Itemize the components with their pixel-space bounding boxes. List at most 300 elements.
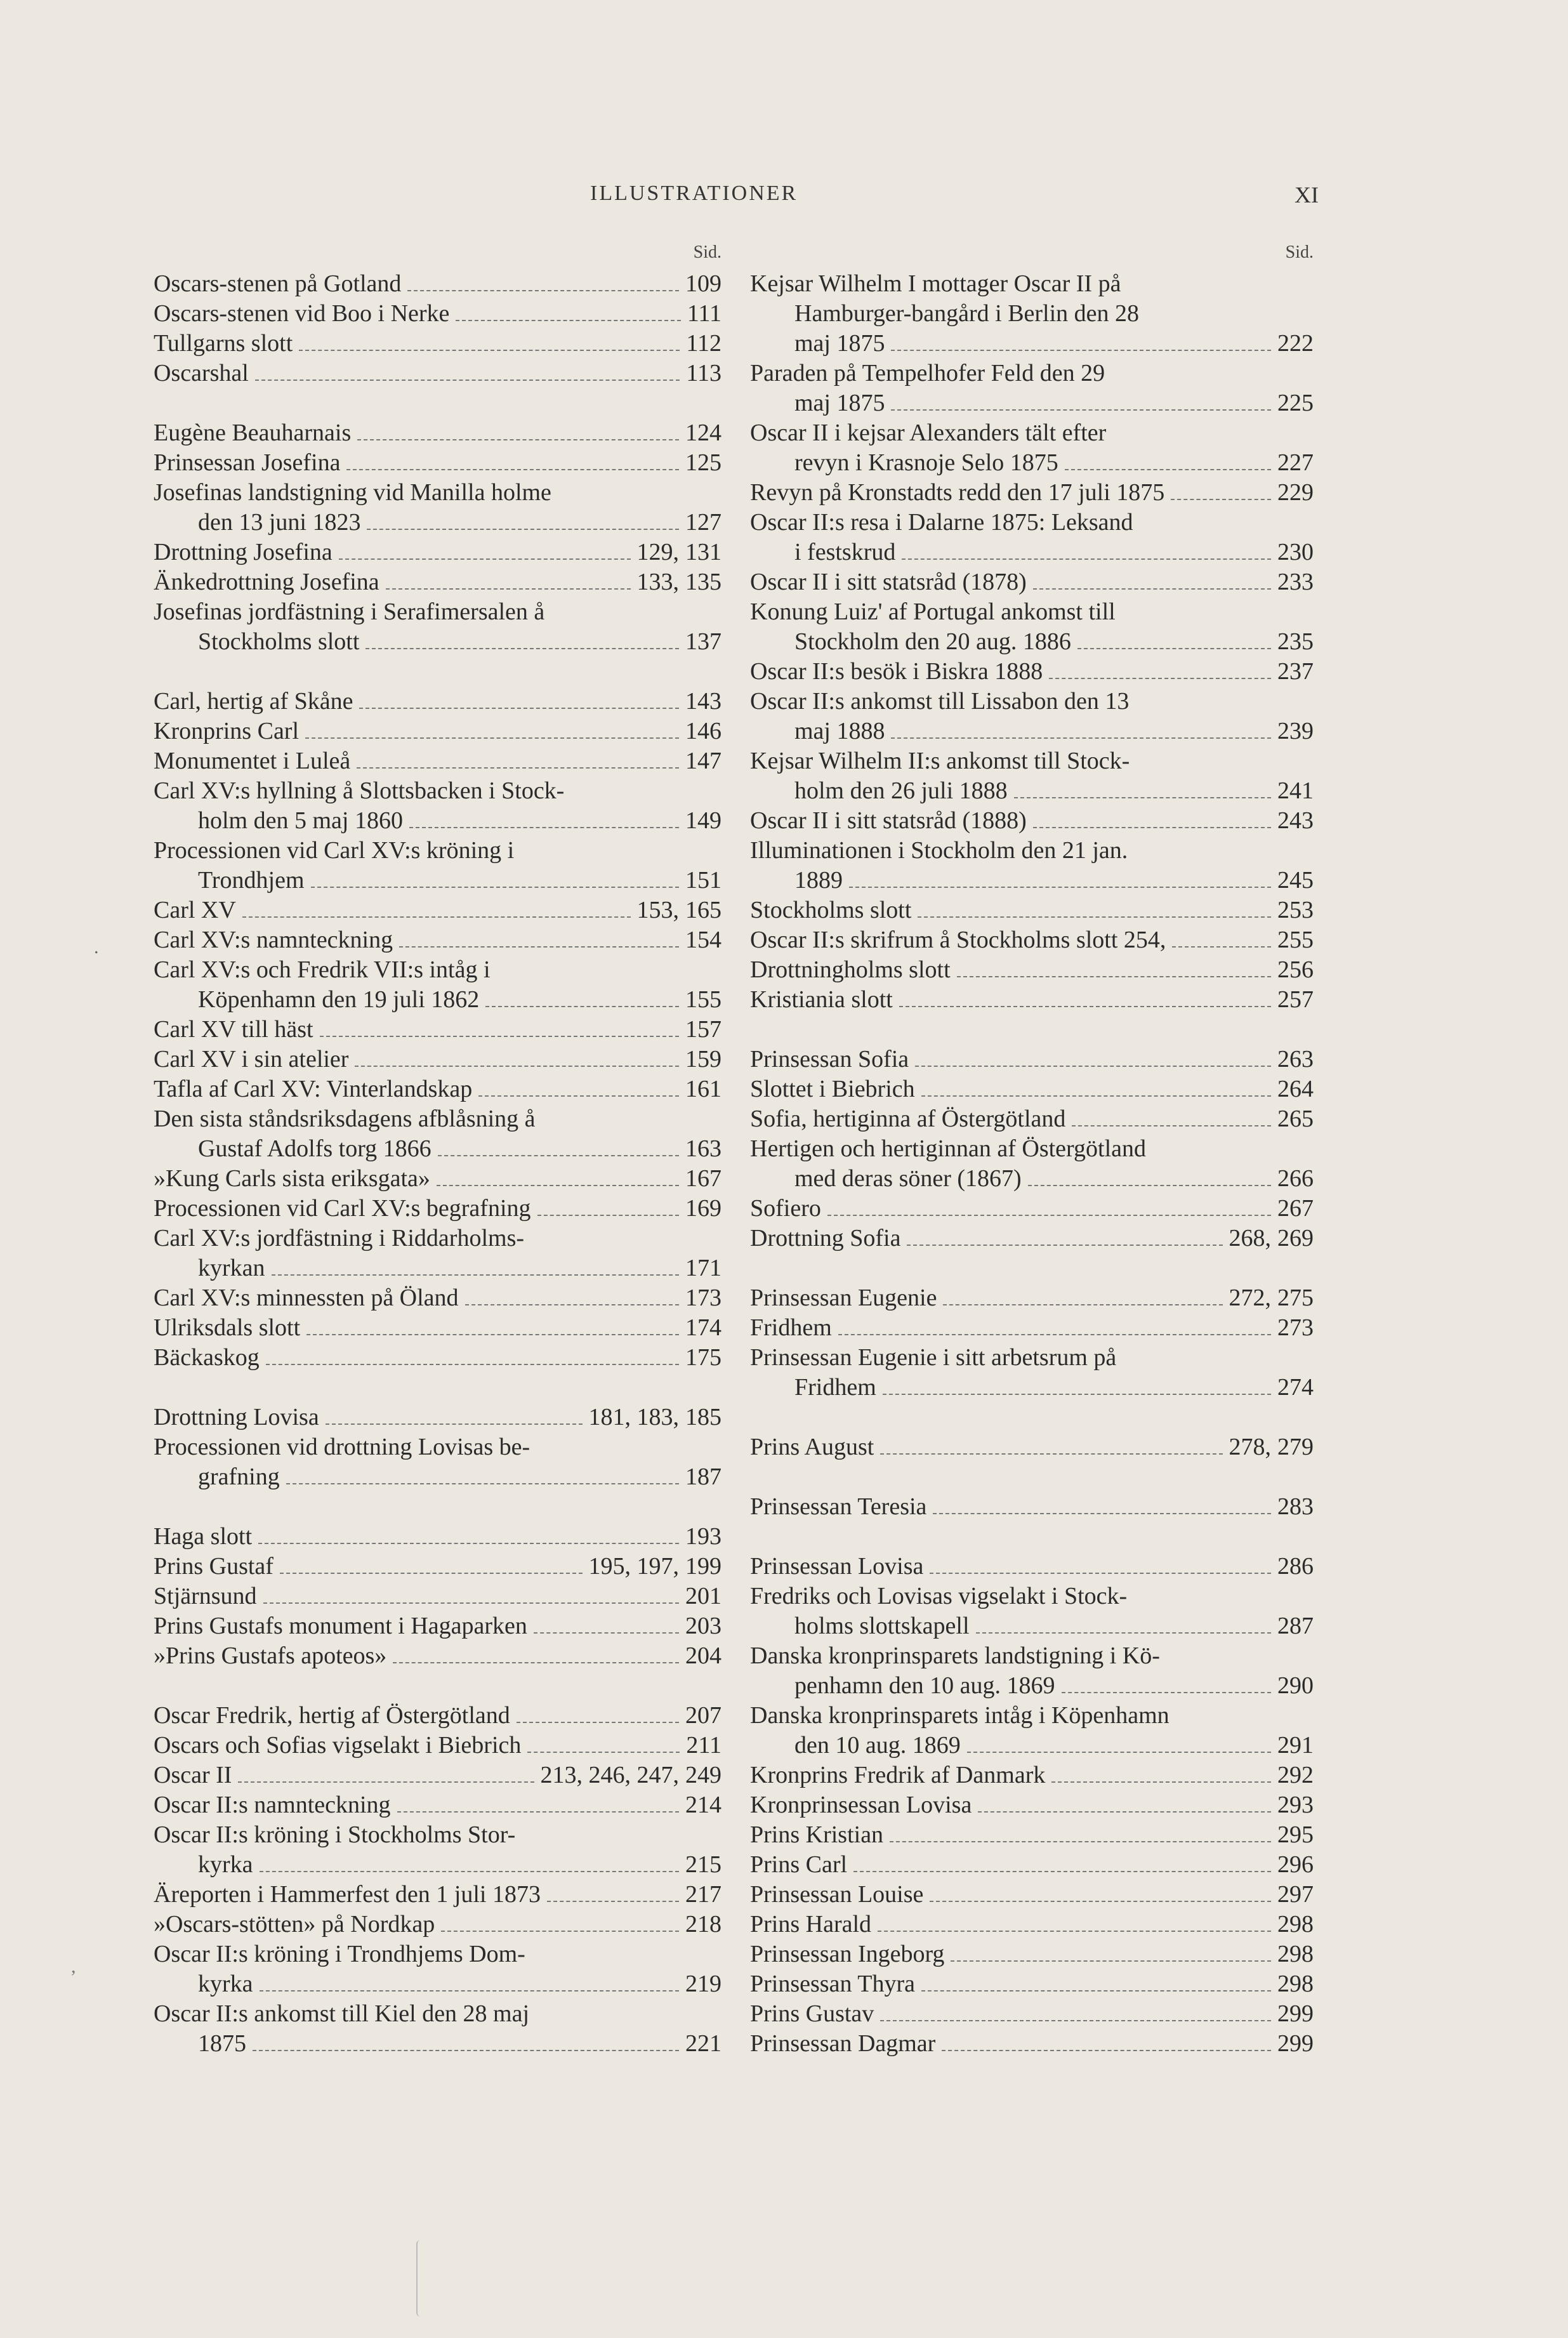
index-entry [750, 895, 1314, 925]
page-ref: 292 [1277, 1762, 1314, 1788]
entry-line [750, 1552, 1314, 1582]
page-ref: 239 [1277, 718, 1314, 744]
page-ref: 137 [685, 628, 721, 655]
entry-title-line: Oscar II:s resa i Dalarne 1875: Leksand [750, 509, 1133, 536]
entry-title: Prinsessan Sofia [750, 1046, 909, 1073]
page-ref: 295 [1277, 1821, 1314, 1848]
index-entry [154, 567, 721, 597]
index-entry [154, 597, 721, 657]
index-entry [154, 1790, 721, 1820]
entry-line [154, 895, 721, 925]
running-title: ILLUSTRATIONER [590, 182, 798, 205]
right-column [750, 236, 1314, 2059]
dot-leader [899, 1006, 1271, 1007]
dot-leader [355, 1066, 679, 1067]
entry-title-line: Carl XV:s jordfästning i Riddarholms- [154, 1225, 525, 1252]
entry-title: Prins Carl [750, 1851, 848, 1878]
dot-leader [853, 1871, 1271, 1872]
index-entry [154, 1015, 721, 1045]
index-entry [750, 1910, 1314, 1939]
index-entry [750, 1701, 1314, 1760]
page-ref: 241 [1277, 777, 1314, 804]
index-entry [750, 687, 1314, 746]
page-ref: 147 [685, 748, 721, 774]
extra-pages: 278, [1229, 1434, 1271, 1460]
entry-title: Sofia, hertiginna af Östergötland [750, 1106, 1066, 1132]
entry-title-line: Oscar II i kejsar Alexanders tält efter [750, 419, 1107, 446]
extra-pages: 195, 197, [588, 1553, 679, 1580]
page-ref: 227 [1277, 449, 1314, 476]
entry-line [154, 1910, 721, 1939]
index-entry [154, 1283, 721, 1313]
page-ref: 263 [1277, 1046, 1314, 1073]
entry-title: Carl XV:s minnessten på Öland [154, 1285, 459, 1311]
entry-continuation: kyrka [198, 1971, 253, 1997]
entry-title: Drottningholms slott [750, 956, 951, 983]
index-entry [750, 418, 1314, 478]
page-ref: 163 [685, 1135, 721, 1162]
dot-leader [266, 1364, 679, 1365]
page-ref: 221 [685, 2030, 721, 2057]
entry-last-line [750, 776, 1314, 806]
entry-title: Processionen vid Carl XV:s begrafning [154, 1195, 531, 1222]
entry-title: Äreporten i Hammerfest den 1 juli 1873 [154, 1881, 541, 1908]
entry-last-line [750, 538, 1314, 567]
index-entry [154, 1999, 721, 2059]
index-entry [750, 925, 1314, 955]
index-entry [154, 955, 721, 1015]
index-entry [750, 836, 1314, 895]
entry-title-line: Josefinas landstigning vid Manilla holme [154, 479, 551, 506]
entry-line [154, 1701, 721, 1731]
page-ref: 174 [685, 1314, 721, 1341]
dot-leader [883, 1394, 1271, 1395]
entry-title-line: Carl XV:s och Fredrik VII:s intåg i [154, 956, 491, 983]
dot-leader [878, 1931, 1271, 1932]
index-entry [750, 1432, 1314, 1462]
entry-line [154, 687, 721, 717]
entry-last-line [750, 329, 1314, 359]
entry-title: Carl XV i sin atelier [154, 1046, 349, 1073]
index-entry [154, 717, 721, 746]
page-ref: 135 [685, 569, 721, 595]
index-entry [154, 1731, 721, 1760]
dot-leader [957, 976, 1271, 977]
page-ref: 245 [1277, 867, 1314, 894]
index-entry [750, 1880, 1314, 1910]
entry-continuation: penhamn den 10 aug. 1869 [794, 1672, 1055, 1699]
index-entry [154, 299, 721, 329]
index-entry [750, 1641, 1314, 1701]
section-gap [154, 1671, 721, 1701]
entry-line [154, 1790, 721, 1820]
section-gap [750, 1403, 1314, 1432]
index-entry [154, 1313, 721, 1343]
entry-last-line [154, 1462, 721, 1492]
entry-line [154, 269, 721, 299]
entry-continuation: kyrka [198, 1851, 253, 1878]
page-ref: 286 [1277, 1553, 1314, 1580]
page-ref: 283 [1277, 1493, 1314, 1520]
entry-line [154, 1015, 721, 1045]
margin-mark: . [94, 937, 99, 958]
entry-continuation: Trondhjem [198, 867, 305, 894]
page-ref: 222 [1277, 330, 1314, 357]
dot-leader [1065, 469, 1271, 470]
entry-title: Tafla af Carl XV: Vinterlandskap [154, 1076, 473, 1102]
dot-leader [921, 1990, 1271, 1991]
dot-leader [393, 1662, 679, 1663]
page-ref: 187 [685, 1463, 721, 1490]
index-entry [750, 806, 1314, 836]
dot-leader [1172, 946, 1271, 948]
index-entry [750, 2029, 1314, 2059]
entry-line [154, 1313, 721, 1343]
dot-leader [397, 1811, 679, 1813]
dot-leader [933, 1513, 1271, 1514]
entry-continuation-line: Hamburger-bangård i Berlin den 28 [794, 300, 1140, 327]
entry-title: Carl XV:s namnteckning [154, 927, 393, 953]
extra-pages: 153, [636, 897, 679, 923]
page-ref: 214 [685, 1792, 721, 1818]
entry-title: Prins Gustaf [154, 1553, 273, 1580]
entry-continuation: maj 1875 [794, 390, 885, 416]
entry-title-line: Konung Luiz' af Portugal ankomst till [750, 598, 1116, 625]
page-ref: 287 [1277, 1613, 1314, 1639]
index-entry [154, 1194, 721, 1224]
page-ref: 124 [685, 419, 721, 446]
index-entry [154, 1224, 721, 1283]
dot-leader [942, 2050, 1271, 2051]
dot-leader [534, 1632, 679, 1634]
entry-last-line [154, 1850, 721, 1880]
entry-title: Prinsessan Josefina [154, 449, 341, 476]
entry-title: Drottning Lovisa [154, 1404, 319, 1430]
page-ref: 215 [685, 1851, 721, 1878]
page-ref: 171 [685, 1255, 721, 1281]
dot-leader [263, 1602, 679, 1604]
index-entry [154, 1641, 721, 1671]
entry-title: Prinsessan Dagmar [750, 2030, 936, 2057]
entry-title-line: Oscar II:s kröning i Trondhjems Dom- [154, 1941, 525, 1967]
entry-line [750, 1850, 1314, 1880]
entry-last-line [154, 806, 721, 836]
index-entry [154, 776, 721, 836]
entry-title: Kronprinsessan Lovisa [750, 1792, 972, 1818]
entry-title-line: Josefinas jordfästning i Serafimersalen å [154, 598, 545, 625]
entry-last-line [750, 866, 1314, 895]
entry-continuation: kyrkan [198, 1255, 265, 1281]
dot-leader [478, 1095, 679, 1097]
page-ref: 193 [685, 1523, 721, 1550]
page-ref: 204 [685, 1642, 721, 1669]
entry-title: Prins Kristian [750, 1821, 884, 1848]
entry-line [750, 1313, 1314, 1343]
dot-leader [465, 1304, 679, 1305]
entry-line [154, 418, 721, 448]
index-entry [154, 1403, 721, 1432]
page-ref: 269 [1277, 1225, 1314, 1252]
entry-line [154, 329, 721, 359]
page-ref: 173 [685, 1285, 721, 1311]
section-gap [750, 1462, 1314, 1492]
entry-title: Oscars-stenen vid Boo i Nerke [154, 300, 450, 327]
entry-title: Prinsessan Eugenie [750, 1285, 937, 1311]
entry-title: Ulriksdals slott [154, 1314, 301, 1341]
paper-fold [416, 2240, 425, 2316]
entry-title-line: Kejsar Wilhelm I mottager Oscar II på [750, 270, 1121, 297]
dot-leader [891, 409, 1271, 411]
dot-leader [1051, 1781, 1271, 1783]
index-entry [750, 1760, 1314, 1790]
page-ref: 149 [685, 807, 721, 834]
entry-line [154, 1611, 721, 1641]
entry-line [154, 925, 721, 955]
index-entry [154, 1104, 721, 1164]
entry-line [154, 1343, 721, 1373]
dot-leader [260, 1990, 679, 1991]
index-entry [154, 269, 721, 299]
sid-heading: Sid. [1285, 242, 1314, 262]
dot-leader [978, 1811, 1271, 1813]
entry-title-line: Oscar II:s ankomst till Kiel den 28 maj [154, 2000, 530, 2027]
entry-last-line [154, 1253, 721, 1283]
dot-leader [253, 2050, 679, 2051]
dot-leader [880, 1453, 1222, 1455]
entry-continuation: Fridhem [794, 1374, 876, 1401]
entry-line [750, 1224, 1314, 1253]
dot-leader [359, 708, 679, 709]
entry-title-line: Processionen vid drottning Lovisas be- [154, 1434, 530, 1460]
page-ref: 275 [1277, 1285, 1314, 1311]
index-entry [154, 1045, 721, 1074]
index-entry [154, 1880, 721, 1910]
entry-line [750, 806, 1314, 836]
page-ref: 296 [1277, 1851, 1314, 1878]
dot-leader [407, 290, 679, 291]
entry-line [154, 1880, 721, 1910]
entry-title-line: Kejsar Wilhelm II:s ankomst till Stock- [750, 748, 1130, 774]
entry-line [750, 1910, 1314, 1939]
entry-title: Carl XV [154, 897, 236, 923]
dot-leader [386, 588, 631, 590]
entry-line [154, 1164, 721, 1194]
index-entry [750, 1820, 1314, 1850]
index-entry [154, 687, 721, 717]
entry-line [154, 1731, 721, 1760]
index-entry [750, 955, 1314, 985]
entry-last-line [750, 627, 1314, 657]
dot-leader [1062, 1692, 1271, 1693]
dot-leader [306, 1334, 679, 1335]
entry-last-line [154, 2029, 721, 2059]
index-entry [154, 1552, 721, 1582]
entry-title-line: Carl XV:s hyllning å Slottsbacken i Stock- [154, 777, 565, 804]
entry-title: »Prins Gustafs apoteos» [154, 1642, 387, 1669]
dot-leader [1033, 827, 1271, 828]
entry-line [750, 1194, 1314, 1224]
dot-leader [242, 916, 631, 918]
index-entry [154, 1910, 721, 1939]
dot-leader [880, 2020, 1271, 2021]
left-column [154, 236, 721, 2059]
entry-continuation: revyn i Krasnoje Selo 1875 [794, 449, 1058, 476]
page-ref: 243 [1277, 807, 1314, 834]
dot-leader [260, 1871, 679, 1872]
index-entry [750, 1939, 1314, 1969]
index-entry [750, 985, 1314, 1015]
entry-line [154, 1194, 721, 1224]
dot-leader [547, 1901, 679, 1902]
page-ref: 127 [685, 509, 721, 536]
page-ref: 199 [685, 1553, 721, 1580]
page-ref: 161 [685, 1076, 721, 1102]
dot-leader [943, 1304, 1222, 1305]
index-entry [750, 1224, 1314, 1253]
entry-title: Prinsessan Ingeborg [750, 1941, 945, 1967]
dot-leader [527, 1752, 680, 1753]
page-ref: 151 [685, 867, 721, 894]
index-entry [750, 1194, 1314, 1224]
entry-line [750, 1104, 1314, 1134]
page-ref: 201 [685, 1583, 721, 1609]
dot-leader [537, 1215, 679, 1216]
dot-leader [311, 887, 679, 888]
dot-leader [976, 1632, 1272, 1634]
extra-pages: 268, [1229, 1225, 1271, 1252]
entry-title: Oscar II [154, 1762, 232, 1788]
dot-leader [255, 380, 680, 381]
extra-pages: 272, [1229, 1285, 1271, 1311]
index-entry [750, 1045, 1314, 1074]
page-ref: 265 [1277, 1106, 1314, 1132]
index-entry [750, 1552, 1314, 1582]
dot-leader [438, 1155, 679, 1156]
index-entry [154, 1522, 721, 1552]
entry-continuation: maj 1888 [794, 718, 885, 744]
dot-leader [1171, 499, 1271, 500]
page-ref: 112 [686, 330, 721, 357]
entry-line [750, 478, 1314, 508]
index-entry [750, 1582, 1314, 1641]
dot-leader [930, 1901, 1271, 1902]
index-entry [750, 1074, 1314, 1104]
entry-title: Prins August [750, 1434, 874, 1460]
page-ref: 165 [685, 897, 721, 923]
entry-title: Kronprins Carl [154, 718, 300, 744]
index-entry [154, 1432, 721, 1492]
page-ref: 257 [1277, 986, 1314, 1013]
dot-leader [238, 1781, 534, 1783]
dot-leader [258, 1543, 679, 1544]
entry-title-line: Danska kronprinsparets intåg i Köpenhamn [750, 1702, 1169, 1729]
page-ref: 299 [1277, 2030, 1314, 2057]
page-ref: 125 [685, 449, 721, 476]
entry-continuation: med deras söner (1867) [794, 1165, 1022, 1192]
entry-line [750, 985, 1314, 1015]
page-ref: 237 [1277, 658, 1314, 685]
entry-last-line [750, 388, 1314, 418]
dot-leader [456, 320, 680, 321]
dot-leader [967, 1752, 1271, 1753]
index-entry [154, 478, 721, 538]
entry-line [154, 1283, 721, 1313]
entry-title: Stjärnsund [154, 1583, 257, 1609]
entry-title: Revyn på Kronstadts redd den 17 juli 1875 [750, 479, 1165, 506]
page-ref: 264 [1277, 1076, 1314, 1102]
index-entry [154, 836, 721, 895]
entry-line [750, 1045, 1314, 1074]
entry-title: Carl, hertig af Skåne [154, 688, 353, 715]
page-ref: 169 [685, 1195, 721, 1222]
entry-line [750, 1492, 1314, 1522]
index-entry [750, 1969, 1314, 1999]
index-entry [750, 1134, 1314, 1194]
dot-leader [930, 1573, 1271, 1574]
entry-title-line: Oscar II:s kröning i Stockholms Stor- [154, 1821, 516, 1848]
entry-line [154, 1045, 721, 1074]
dot-leader [399, 946, 679, 948]
entry-continuation: den 13 juni 1823 [198, 509, 361, 536]
page-ref: 298 [1277, 1911, 1314, 1938]
entry-line [750, 1760, 1314, 1790]
dot-leader [1033, 588, 1271, 590]
entry-last-line [154, 866, 721, 895]
page-ref: 154 [685, 927, 721, 953]
entry-title: Tullgarns slott [154, 330, 293, 357]
page-ref: 211 [686, 1732, 721, 1759]
entry-last-line [750, 448, 1314, 478]
dot-leader [409, 827, 679, 828]
entry-line [154, 1641, 721, 1671]
margin-mark: , [71, 1956, 76, 1977]
entry-last-line [750, 1611, 1314, 1641]
entry-title-line: Fredriks och Lovisas vigselakt i Stock- [750, 1583, 1128, 1609]
page-ref: 273 [1277, 1314, 1314, 1341]
index-entry [750, 567, 1314, 597]
index-entry [154, 329, 721, 359]
entry-title: Prinsessan Louise [750, 1881, 924, 1908]
entry-continuation: Stockholms slott [198, 628, 360, 655]
entry-line [750, 1820, 1314, 1850]
entry-title-line: Illuminationen i Stockholm den 21 jan. [750, 837, 1128, 864]
page-ref: 298 [1277, 1941, 1314, 1967]
index-entry [750, 1850, 1314, 1880]
dot-leader [437, 1185, 679, 1186]
entry-line [750, 955, 1314, 985]
entry-last-line [750, 1731, 1314, 1760]
page-ref: 219 [685, 1971, 721, 1997]
entry-title: Oscarshal [154, 360, 249, 386]
entry-line [154, 1552, 721, 1582]
page-ref: 207 [685, 1702, 721, 1729]
index-entry [154, 925, 721, 955]
page-ref: 293 [1277, 1792, 1314, 1818]
page-ref: 157 [685, 1016, 721, 1043]
entry-title-line: Hertigen och hertiginnan af Östergötland [750, 1135, 1146, 1162]
index-entry [154, 1074, 721, 1104]
dot-leader [357, 439, 679, 440]
entry-title: Drottning Josefina [154, 539, 333, 565]
entry-continuation: 1875 [198, 2030, 246, 2057]
entry-last-line [154, 1134, 721, 1164]
index-entry [750, 1790, 1314, 1820]
entry-line [750, 895, 1314, 925]
page-ref: 155 [685, 986, 721, 1013]
index-entry [154, 1701, 721, 1731]
entry-line [750, 1939, 1314, 1969]
dot-leader [517, 1722, 679, 1723]
